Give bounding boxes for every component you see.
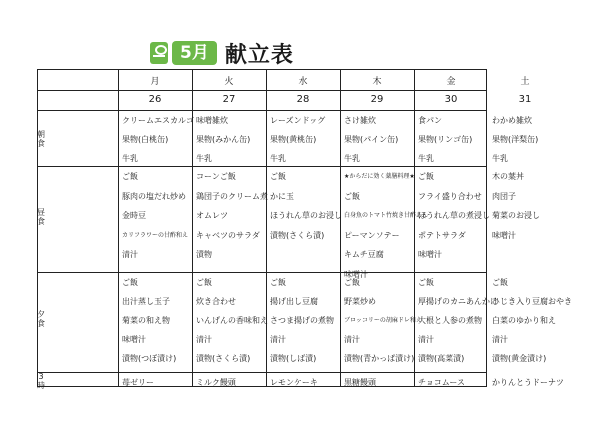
lunch-menu-item: 豚肉の塩だれ炒め (122, 191, 186, 201)
snack-menu-item: 苺ゼリー (122, 378, 154, 387)
lunch-menu-item: ほうれん草の煮浸し (418, 211, 490, 220)
dinner-menu-item: 漬物(青かっぱ漬け) (344, 354, 415, 363)
dinner-menu-item: 清汁 (196, 335, 212, 344)
row-divider (38, 272, 486, 273)
row-divider (38, 90, 486, 91)
dinner-menu-item: 揚げ出し豆腐 (270, 297, 318, 306)
dinner-menu-item: ご飯 (122, 278, 138, 287)
dinner-menu-item: ご飯 (196, 278, 212, 287)
dinner-menu-item: 野菜炒め (344, 297, 376, 306)
dinner-menu-item: ご飯 (344, 278, 360, 287)
meal-label-dinner: 夕 食 (37, 310, 45, 328)
breakfast-menu-item: わかめ雑炊 (492, 116, 532, 125)
meal-label-breakfast: 朝 食 (37, 130, 45, 148)
breakfast-menu-item: 味噌雑炊 (196, 116, 228, 125)
dinner-menu-item: ご飯 (270, 278, 286, 287)
breakfast-menu-item: 牛乳 (122, 154, 138, 163)
breakfast-menu-item: レーズンドッグ (270, 116, 326, 125)
breakfast-menu-item: 牛乳 (344, 154, 360, 163)
date-header: 31 (518, 94, 532, 105)
lunch-menu-item: 清汁 (122, 250, 138, 259)
menu-logo-icon (150, 42, 168, 64)
dinner-menu-item: 味噌汁 (122, 335, 146, 344)
lunch-menu-item: フライ盛り合わせ (418, 191, 482, 201)
lunch-menu-item: 味噌汁 (344, 269, 368, 279)
day-header: 木 (372, 77, 382, 87)
breakfast-menu-item: クリームエスカルゴ (122, 116, 194, 125)
breakfast-menu-item: 果物(パイン缶) (344, 135, 399, 144)
lunch-menu-item: 味噌汁 (418, 250, 442, 259)
dinner-menu-item: ご飯 (492, 278, 508, 287)
lunch-menu-item: ご飯 (418, 172, 434, 181)
lunch-menu-item: 菊菜のお浸し (492, 211, 540, 220)
breakfast-menu-item: 果物(洋梨缶) (492, 135, 539, 144)
lunch-menu-item: オムレツ (196, 211, 228, 220)
lunch-menu-item: 漬物 (196, 250, 212, 259)
breakfast-menu-item: 果物(リンゴ缶) (418, 135, 473, 144)
day-header: 火 (224, 77, 234, 87)
snack-menu-item: レモンケーキ (270, 378, 318, 387)
dinner-menu-item: 出汁蒸し玉子 (122, 297, 170, 306)
lunch-menu-item: キムチ豆腐 (344, 250, 384, 259)
lunch-menu-item: ★からだに効く薬膳料理★ (344, 173, 415, 180)
lunch-menu-item: ご飯 (270, 172, 286, 181)
row-divider (38, 372, 486, 373)
date-header: 28 (296, 94, 310, 105)
dinner-menu-item: 大根と人参の煮物 (418, 316, 482, 325)
lunch-menu-item: 鶏団子のクリーム煮 (196, 191, 268, 201)
dinner-menu-item: ご飯 (418, 278, 434, 287)
lunch-menu-item: 木の葉丼 (492, 172, 524, 181)
row-divider (38, 110, 486, 111)
day-header: 水 (298, 77, 308, 87)
month-badge: 5月 (172, 41, 217, 65)
snack-menu-item: ミルク饅頭 (196, 378, 236, 387)
lunch-menu-item: ご飯 (344, 191, 360, 201)
row-divider (38, 166, 486, 167)
dinner-menu-item: 漬物(しば漬) (270, 354, 317, 363)
breakfast-menu-item: 果物(黄桃缶) (270, 135, 317, 144)
meal-label-lunch: 昼 食 (37, 208, 45, 226)
lunch-menu-item: かに玉 (270, 191, 294, 201)
page-title: 献立表 (224, 42, 294, 68)
dinner-menu-item: 清汁 (418, 335, 434, 344)
dinner-menu-item: 清汁 (270, 335, 286, 344)
dinner-menu-item: いんげんの香味和え (196, 316, 268, 325)
dinner-menu-item: 白菜のゆかり和え (492, 316, 556, 325)
snack-menu-item: 黒糖饅頭 (344, 378, 376, 387)
date-header: 29 (370, 94, 384, 105)
lunch-menu-item: 肉団子 (492, 191, 516, 201)
date-header: 26 (148, 94, 162, 105)
dinner-menu-item: 菊菜の和え物 (122, 316, 170, 325)
date-header: 27 (222, 94, 236, 105)
date-header: 30 (444, 94, 458, 105)
lunch-menu-item: 味噌汁 (492, 230, 516, 240)
breakfast-menu-item: 果物(みかん缶) (196, 135, 251, 144)
dinner-menu-item: 清汁 (344, 335, 360, 344)
day-header: 土 (520, 77, 530, 87)
lunch-menu-item: 金時豆 (122, 211, 146, 220)
day-header: 月 (150, 77, 160, 87)
lunch-menu-item: ご飯 (122, 172, 138, 181)
breakfast-menu-item: 食パン (418, 116, 442, 125)
column-divider (266, 70, 267, 386)
dinner-menu-item: 厚揚げのカニあんかけ (418, 297, 498, 306)
lunch-menu-item: 白身魚のトマト竹焼き甘酢あん (344, 212, 429, 219)
dinner-menu-item: 清汁 (492, 335, 508, 344)
menu-table (37, 69, 572, 390)
breakfast-menu-item: 牛乳 (492, 154, 508, 163)
lunch-menu-item: 漬物(さくら漬) (270, 230, 325, 240)
dinner-menu-item: ブロッコリーの胡麻ドレ和え (344, 317, 422, 324)
lunch-menu-item: ほうれん草のお浸し (270, 211, 342, 220)
dinner-menu-item: 漬物(さくら漬) (196, 354, 251, 363)
breakfast-menu-item: 果物(白桃缶) (122, 135, 169, 144)
day-header: 金 (446, 77, 456, 87)
dinner-menu-item: 漬物(黄金漬け) (492, 354, 547, 363)
meal-label-snack: 3 時 (37, 372, 45, 390)
lunch-menu-item: ポテトサラダ (418, 230, 466, 240)
lunch-menu-item: カリフラワーの甘酢和え (122, 231, 189, 239)
menu-header (150, 40, 294, 66)
column-divider (340, 70, 341, 386)
column-divider (414, 70, 415, 386)
dinner-menu-item: 漬物(つぼ漬け) (122, 354, 177, 363)
lunch-menu-item: コーンご飯 (196, 172, 236, 181)
breakfast-menu-item: 牛乳 (270, 154, 286, 163)
dinner-menu-item: 漬物(高菜漬) (418, 354, 465, 363)
dinner-menu-item: ひじき入り豆腐おやき (492, 297, 572, 306)
dinner-menu-item: 炊き合わせ (196, 297, 236, 306)
breakfast-menu-item: 牛乳 (418, 154, 434, 163)
snack-menu-item: かりんとうドーナツ (492, 378, 564, 387)
snack-menu-item: チョコムース (418, 378, 465, 387)
lunch-menu-item: キャベツのサラダ (196, 230, 260, 240)
breakfast-menu-item: 牛乳 (196, 154, 212, 163)
dinner-menu-item: さつま揚げの煮物 (270, 316, 334, 325)
lunch-menu-item: ピーマンソテー (344, 230, 400, 240)
column-divider (118, 70, 119, 386)
breakfast-menu-item: さけ雑炊 (344, 116, 376, 125)
